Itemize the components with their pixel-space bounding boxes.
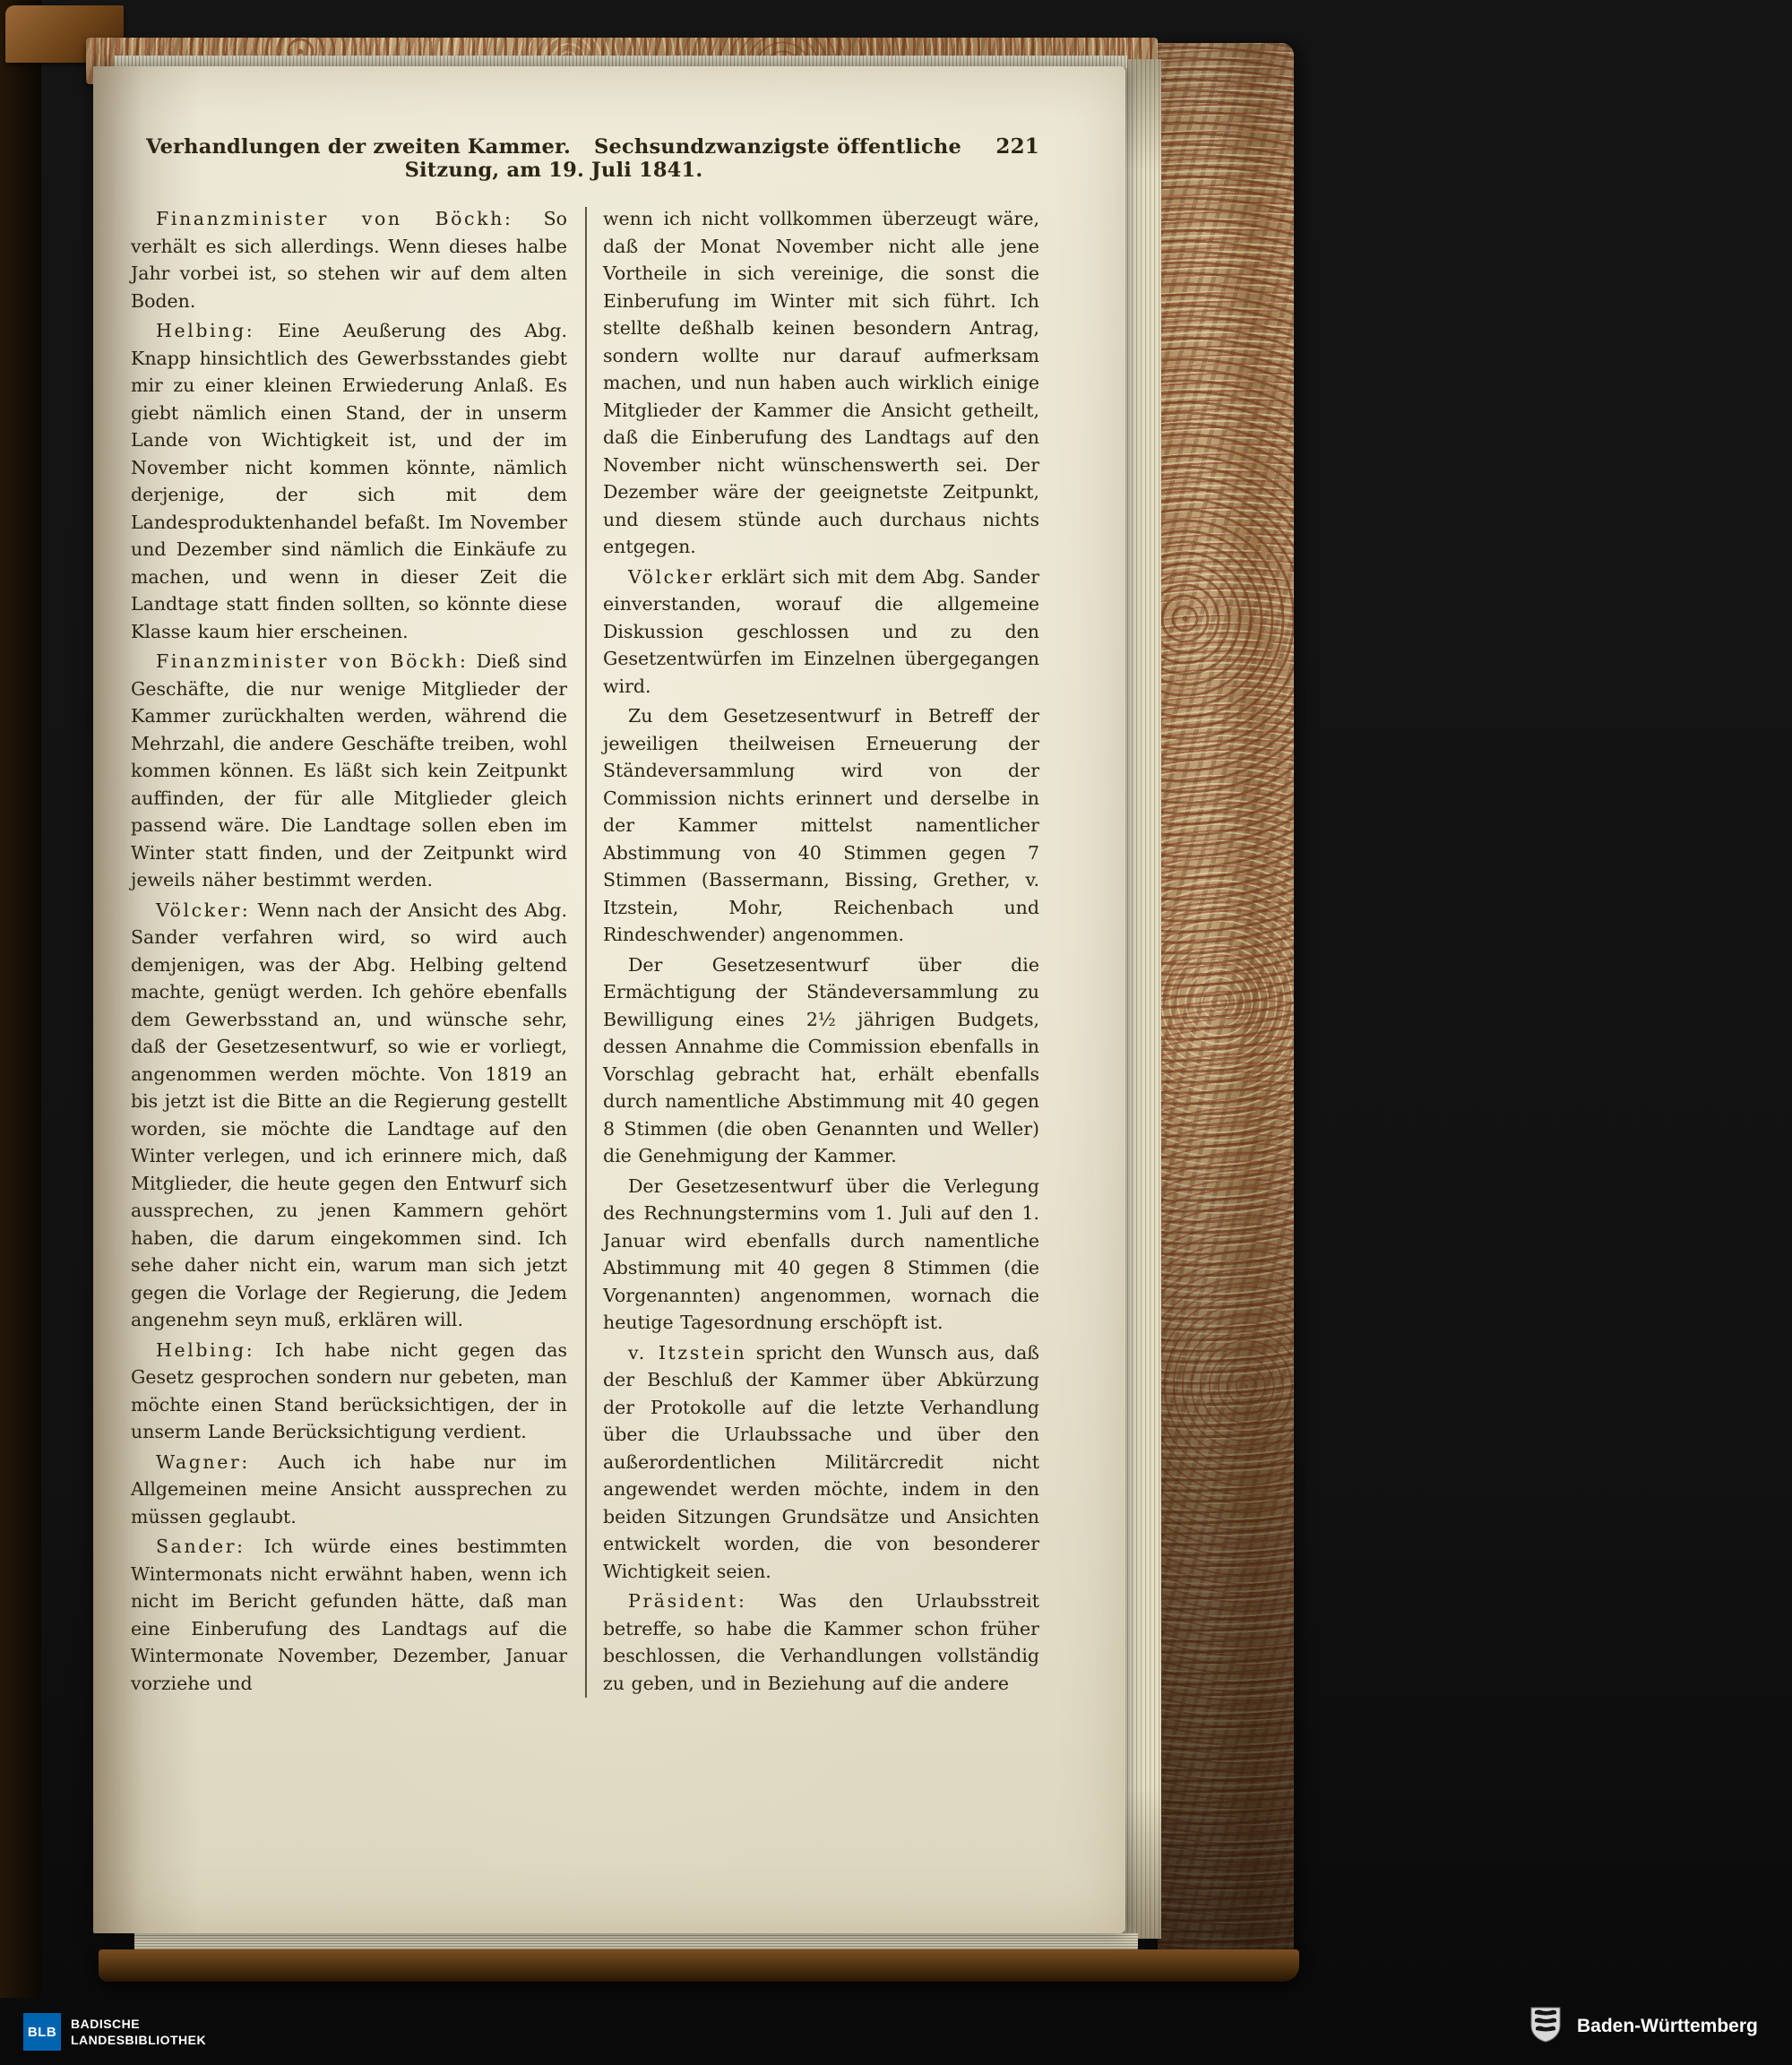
paragraph: Präsident: Was den Urlaubsstreit betreffe, so habe die Kammer schon früher beschlossen, die Verhandlungen vollständig zu geben, und in Beziehung auf die andere: [603, 1590, 1039, 1694]
running-title: Verhandlungen der zweiten Kammer.: [145, 135, 572, 159]
speaker-name: Finanzminister von Böckh:: [156, 208, 513, 229]
paragraph: Zu dem Gesetzesentwurf in Betreff der jeweiligen theilweisen Erneuerung der Ständeversammlung wird von der Commission nichts erinnert und derselbe in der Kammer mittelst namentlicher Abstimmung von 40 Stimmen gegen 7 Stimmen (Bassermann, Bissing, Grether, v. Itzstein, Mohr, Reichenbach und Rindeschwender) angenommen.: [603, 705, 1039, 945]
library-name-line2: LANDESBIBLIOTHEK: [71, 2033, 207, 2047]
page-stack-edge-bottom: [134, 1933, 1138, 1951]
paragraph: Sander: Ich würde eines bestimmten Wintermonats nicht erwähnt haben, wenn ich nicht im Bericht gefunden hätte, daß man eine Einberufung des Landtags auf die Wintermonate November, Dezember, Januar vorziehe und: [131, 1536, 567, 1694]
session-title: Sechsundzwanzigste öffentliche Sitzung, am 19. Juli 1841.: [404, 135, 962, 182]
paragraph: Der Gesetzesentwurf über die Ermächtigung der Ständeversammlung zu Bewilligung eines 2½ jährigen Budgets, dessen Annahme die Commission ebenfalls in Vorschlag gebracht hat, erhält ebenfalls durch namentliche Abstimmung mit 40 gegen 8 Stimmen (die oben Genannten und Weller) die Genehmigung der Kammer.: [603, 953, 1039, 1166]
page-header: [131, 134, 1039, 182]
book-cover-bottom-edge: [99, 1949, 1299, 1982]
left-column: [131, 205, 567, 1699]
marbled-cover-right: [1158, 43, 1294, 1962]
state-branding[interactable]: [1526, 2006, 1758, 2047]
paragraph: Finanzminister von Böckh: So verhält es sich allerdings. Wenn dieses halbe Jahr vorbei ist, so stehen wir auf dem alten Boden.: [131, 208, 568, 312]
blb-logo[interactable]: BLB: [23, 2013, 61, 2051]
library-name: [71, 2016, 206, 2048]
running-header: [131, 135, 977, 182]
speaker-name: Völcker: [628, 565, 714, 588]
paragraph: v. Itzstein spricht den Wunsch aus, daß der Beschluß der Kammer über Abkürzung der Protokolle auf die letzte Verhandlung über die Urlaubssache und über den außerordentlichen Militärcredit nicht angewendet werden möchte, indem in den beiden Sitzungen Grundsätze und Ansichten entwickelt worden, die von besonderer Wichtigkeit seien.: [603, 1341, 1039, 1582]
print-area: [131, 134, 1039, 1699]
speaker-name: Völcker:: [156, 899, 251, 921]
speaker-name: Präsident:: [628, 1590, 747, 1612]
book-spine-left: [0, 0, 41, 1998]
paragraph: Völcker erklärt sich mit dem Abg. Sander einverstanden, worauf die allgemeine Diskussion geschlossen und zu den Gesetzentwürfen im Einzelnen übergegangen wird.: [603, 565, 1039, 697]
paragraph: Der Gesetzesentwurf über die Verlegung des Rechnungstermins vom 1. Juli auf den 1. Januar wird ebenfalls durch namentliche Abstimmung mit 40 gegen 8 Stimmen (die Vorgenannten) angenommen, wornach die heutige Tagesordnung erschöpft ist.: [603, 1174, 1039, 1333]
page-number: 221: [995, 134, 1039, 159]
paragraph: wenn ich nicht vollkommen überzeugt wäre, daß der Monat November nicht alle jene Vortheile in sich vereinige, die sonst die Einberufung im Winter mit sich führt. Ich stellte deßhalb keinen besondern Antrag, sondern wollte nur darauf aufmerksam machen, und nun haben auch wirklich einige Mitglieder der Kammer die Ansicht getheilt, daß die Einberufung des Landtags auf den November nicht wünschenswerth sei. Der Dezember wäre der geeignetste Zeitpunkt, und diesem stünde auch durchaus nichts entgegen.: [603, 208, 1039, 557]
paragraph: Wagner: Auch ich habe nur im Allgemeinen meine Ansicht aussprechen zu müssen geglaubt.: [131, 1450, 567, 1527]
scanned-page: [93, 66, 1125, 1933]
speaker-name: Wagner:: [156, 1450, 250, 1473]
library-branding[interactable]: [23, 2013, 206, 2051]
speaker-name: Helbing:: [156, 1338, 255, 1361]
baden-wuerttemberg-coat-of-arms-icon: [1526, 2006, 1565, 2047]
paragraph: Helbing: Eine Aeußerung des Abg. Knapp hinsichtlich des Gewerbsstandes giebt mir zu einer kleinen Erwiederung Anlaß. Es giebt nämlich einen Stand, der in unserm Lande von Wichtigkeit ist, und der im November nicht kommen könnte, nämlich derjenige, der sich mit dem Landesproduktenhandel befaßt. Im November und Dezember sind nämlich die Einkäufe zu machen, und wenn in dieser Zeit die Landtage statt finden sollten, so könnte diese Klasse kaum hier erscheinen.: [131, 320, 567, 642]
speaker-name: Finanzminister von Böckh:: [156, 650, 469, 672]
speaker-name: Helbing:: [156, 320, 255, 341]
text-columns: [131, 205, 1039, 1699]
right-column: [603, 205, 1039, 1699]
speaker-name: Sander:: [156, 1536, 246, 1557]
paragraph: Finanzminister von Böckh: Dieß sind Geschäfte, die nur wenige Mitglieder der Kammer zurückhalten werden, während die Mehrzahl, die andere Geschäfte treiben, wohl kommen können. Es läßt sich kein Zeitpunkt auffinden, der für alle Mitglieder gleich passend wäre. Die Landtage sollen eben im Winter statt finden, und der Zeitpunkt wird jeweils näher bestimmt werden.: [131, 650, 567, 891]
paragraph: Völcker: Wenn nach der Ansicht des Abg. Sander verfahren wird, so wird auch demjenigen, was der Abg. Helbing geltend machte, genügt werden. Ich gehöre ebenfalls dem Gewerbsstand an, und wünsche sehr, daß der Gesetzesentwurf, so wie er vorliegt, angenommen werden möchte. Von 1819 an bis jetzt ist die Bitte an die Regierung gestellt worden, sie möchte die Landtage auf den Winter verlegen, und ich erinnere mich, daß Mitglieder, die heute gegen den Entwurf sich aussprechen, zu jenen Kammern gehört haben, die darum eingekommen sind. Ich sehe daher nicht ein, warum man sich jetzt gegen die Vorlage der Regierung, die Jedem angenehm seyn muß, erklären will.: [131, 899, 567, 1330]
state-label: Baden-Württemberg: [1577, 2016, 1758, 2036]
library-name-line1: BADISCHE: [71, 2017, 141, 2031]
paragraph: Helbing: Ich habe nicht gegen das Gesetz gesprochen sondern nur gebeten, man möchte einen Stand berücksichtigen, der in unserm Lande Berücksichtigung verdient.: [131, 1338, 567, 1442]
speaker-name: v. Itzstein: [628, 1341, 747, 1364]
column-divider-rule: [585, 207, 587, 1698]
